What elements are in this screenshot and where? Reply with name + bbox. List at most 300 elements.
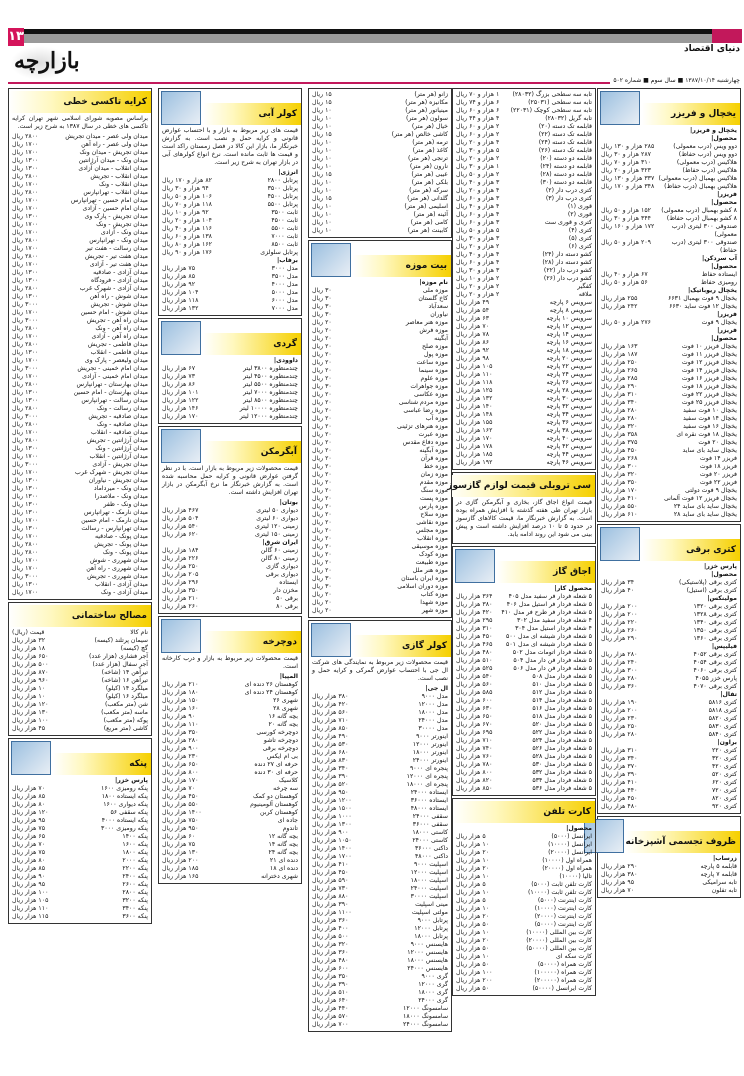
item-price: ۳۱۰ هزار و ۷۰ ریال bbox=[601, 159, 651, 166]
price-row bbox=[601, 715, 737, 723]
item-name: سرویس ۸ پارچه bbox=[549, 307, 592, 314]
price-row bbox=[456, 395, 592, 403]
item-price: ۵۰ هزار ریال bbox=[456, 945, 490, 952]
item-price: ۸۶ هزار ریال bbox=[162, 381, 196, 388]
item-price: ۱۷۰۰ ریال bbox=[12, 197, 39, 204]
price-row bbox=[12, 357, 148, 365]
item-price: ۲۸۰۰ ریال bbox=[12, 325, 39, 332]
item-name: موزه صلح bbox=[421, 343, 448, 350]
item-name: یخچال فریزر ۲۲ فوت bbox=[681, 391, 737, 398]
price-row bbox=[456, 123, 592, 131]
price-row bbox=[456, 363, 592, 371]
item-price: ۱۱۵ هزار ریال bbox=[12, 913, 49, 920]
item-name: میدان شهرری - تجریش bbox=[87, 573, 148, 580]
section-intro: قیمت محصولات زیر مربوط به بازار است. با در نظر گرفتن عوارض قانونی و کرایه حمل محاسبه شده است. به گزارش خبرنگار ما نرخ آبگرمکن در بازار تهران افزایش داشته است. bbox=[162, 465, 298, 496]
group-heading-row: پارس خزر| bbox=[114, 777, 148, 784]
item-price: ۱۲۵ هزار ریال bbox=[456, 387, 493, 394]
item-price: ۲۲۰ هزار ریال bbox=[601, 619, 638, 626]
item-price: ۲۰ ریال bbox=[312, 487, 332, 494]
price-row bbox=[312, 861, 448, 869]
item-name: ۵ شعله فردار فر سفید مدل ۴۰۵ bbox=[508, 593, 592, 600]
price-row bbox=[312, 797, 448, 805]
item-name: کشو درب دار (۲۶) bbox=[543, 275, 592, 282]
item-price: ۶ هزار و ۶۰ ریال bbox=[456, 107, 500, 114]
price-row bbox=[162, 381, 298, 389]
price-row bbox=[12, 333, 148, 341]
item-price: ۲۰ ریال bbox=[312, 607, 332, 614]
price-row bbox=[456, 961, 592, 969]
item-name: دیواری برقی bbox=[265, 571, 298, 578]
price-row bbox=[456, 427, 592, 435]
item-price: ۷۵ هزار ریال bbox=[12, 825, 46, 832]
price-row bbox=[601, 659, 737, 667]
item-name: چندمنظوره ۸۵۰۰ لیتر bbox=[243, 397, 298, 404]
item-price: ۱۷۸ هزار ریال bbox=[456, 443, 493, 450]
section-box bbox=[597, 88, 741, 522]
item-price: ۲۰ هزار ریال bbox=[456, 849, 490, 856]
item-price: ۱۱۰ هزار ریال bbox=[12, 905, 49, 912]
price-row bbox=[312, 1021, 448, 1029]
item-price: ۵ هزار و ۵۰ ریال bbox=[456, 227, 500, 234]
price-row bbox=[601, 503, 737, 511]
price-row bbox=[12, 421, 148, 429]
item-name: شن (متر مکعب) bbox=[104, 701, 148, 708]
price-row bbox=[312, 343, 448, 351]
price-row bbox=[162, 603, 298, 611]
price-row bbox=[456, 347, 592, 355]
item-price: ۴۴۰ هزار ریال bbox=[601, 787, 638, 794]
item-name: اینورتر ۱۸۰۰۰ bbox=[412, 749, 448, 756]
item-price: ۱۷۰۰ ریال bbox=[12, 229, 39, 236]
price-row bbox=[456, 945, 592, 953]
section-header: پنکه bbox=[53, 753, 151, 775]
price-row bbox=[12, 317, 148, 325]
item-name: تابه سه سطحی (۲۵۰۳۱) bbox=[528, 99, 592, 106]
item-price: ۲۵۰ هزار ریال bbox=[162, 563, 199, 570]
price-row bbox=[12, 881, 148, 889]
group-heading-row: بوتان| bbox=[279, 499, 298, 506]
price-row bbox=[12, 437, 148, 445]
item-price: ۳۰۰۰ ریال bbox=[12, 413, 39, 420]
item-name: پنکه ۲۶۰۰ bbox=[122, 881, 148, 888]
item-price: ۳۶۰ هزار ریال bbox=[312, 949, 349, 956]
item-price: ۳۱۰ هزار ریال bbox=[601, 747, 638, 754]
item-name: کتری درب دار (۲) bbox=[545, 187, 592, 194]
price-row bbox=[12, 269, 148, 277]
item-price: ۳۹۰ هزار ریال bbox=[312, 773, 349, 780]
item-price: ۱۳۰۰ ریال bbox=[12, 581, 39, 588]
item-price: ۱۷۰۰ ریال bbox=[12, 589, 39, 596]
item-name: میدان امام خمینی - آزادی bbox=[82, 373, 148, 380]
item-name: میدان پونک - تجریش bbox=[94, 541, 148, 548]
item-price: ۴۱۰ هزار ریال bbox=[312, 861, 349, 868]
item-name: زمینی ۸۰ گالن bbox=[260, 555, 298, 562]
price-row bbox=[12, 213, 148, 221]
item-price: ۵۲۵ هزار ریال bbox=[456, 665, 493, 672]
item-price: ۳۱۰ هزار ریال bbox=[456, 625, 493, 632]
item-name: قوری (۲) bbox=[567, 211, 592, 218]
item-name: موزه کتاب bbox=[420, 591, 448, 598]
price-row bbox=[12, 645, 148, 653]
item-name: سرویس ۴۶ پارچه bbox=[546, 459, 592, 466]
item-name: موزه هنر ملل bbox=[412, 567, 448, 574]
price-row bbox=[312, 749, 448, 757]
price-row bbox=[601, 619, 737, 627]
item-price: ۱۷۰۰ ریال bbox=[12, 333, 39, 340]
item-price: ۱۸۵ هزار ریال bbox=[456, 451, 493, 458]
item-name: بی ام ایکس bbox=[266, 753, 298, 760]
item-price: ۲۵۵ هزار ریال bbox=[601, 295, 638, 302]
item-price: ۸۸۰ هزار ریال bbox=[312, 893, 349, 900]
price-row bbox=[312, 837, 448, 845]
item-price: ۶۷ هزار ریال bbox=[162, 365, 196, 372]
item-price: ۴۲۰ هزار ریال bbox=[312, 701, 349, 708]
item-name: داکتی ۴۸۰۰۰ bbox=[414, 853, 448, 860]
section-box bbox=[447, 472, 596, 544]
section-header-row bbox=[9, 741, 151, 775]
price-row bbox=[601, 375, 737, 383]
item-name: گری ۹۰۰۰ bbox=[421, 973, 448, 980]
price-row bbox=[12, 897, 148, 905]
item-name: میدان پونک - صادقیه bbox=[94, 533, 148, 540]
item-price: ۵۴۰ هزار ریال bbox=[456, 673, 493, 680]
item-name: پنکه ۲۰۰۰ bbox=[122, 857, 148, 864]
item-price: ۹۰۰ هزار ریال bbox=[312, 829, 349, 836]
item-price: ۱۰ ریال bbox=[312, 187, 332, 194]
item-name: میدان ونک - آزادی bbox=[100, 229, 148, 236]
price-row bbox=[312, 359, 448, 367]
item-name: ماسه (متر مکعب) bbox=[101, 709, 148, 716]
item-name: سرویس ۲۸ پارچه bbox=[546, 387, 592, 394]
item-name: ۵ شعله فردار فن دار مدل ۵۰۴ bbox=[513, 657, 592, 664]
section-header-row bbox=[309, 623, 451, 657]
price-row bbox=[12, 445, 148, 453]
item-price: ۷۶۰ هزار ریال bbox=[456, 753, 493, 760]
price-row bbox=[312, 187, 448, 195]
group-heading-row: براون| bbox=[717, 739, 737, 746]
item-name: سرویس ۴۲ پارچه bbox=[546, 443, 592, 450]
item-price: ۹۲ هزار ریال bbox=[162, 281, 196, 288]
item-name: موزه دوران اسلامی bbox=[397, 583, 448, 590]
item-price: ۲۰ ریال bbox=[312, 319, 332, 326]
item-name: سعدآباد bbox=[428, 303, 448, 310]
price-row bbox=[312, 479, 448, 487]
price-row bbox=[456, 299, 592, 307]
item-name: ۵ شعله فردار فر استیل مدل ۴۰۶ bbox=[506, 601, 592, 608]
price-row bbox=[601, 635, 737, 643]
item-name: سرویس ۶ پارچه bbox=[549, 299, 592, 306]
price-row bbox=[162, 721, 298, 729]
item-name: اسلیمی (هر متر) bbox=[404, 203, 448, 210]
item-price: ۲۰ ریال bbox=[312, 535, 332, 542]
item-price: ۱۱۰ هزار ریال bbox=[456, 371, 493, 378]
price-row bbox=[601, 699, 737, 707]
price-row bbox=[12, 589, 148, 597]
item-name: میدان ولیعصر - پارک وی bbox=[84, 357, 148, 364]
item-price: ۳۲۰ هزار ریال bbox=[601, 423, 638, 430]
item-price: ۲۰ ریال bbox=[312, 439, 332, 446]
item-name: موزه ایران باستان bbox=[401, 575, 448, 582]
item-name: سه چرخه bbox=[273, 785, 298, 792]
item-name: موزه مردم شناسی bbox=[398, 399, 448, 406]
item-name: یخچال ۱۶ فوت سفید bbox=[682, 423, 737, 430]
item-price: ۱۰ ریال bbox=[312, 163, 332, 170]
item-price: ۱ هزار و ۳۰ ریال bbox=[456, 163, 500, 170]
item-name: کتری ۸۲۰ bbox=[711, 795, 737, 802]
price-row bbox=[456, 985, 592, 993]
item-price: ۴۰ هزار ریال bbox=[601, 587, 635, 594]
price-row bbox=[312, 423, 448, 431]
item-price: ۳ هزار و ۳۰ ریال bbox=[456, 267, 500, 274]
section-header-row bbox=[598, 819, 740, 853]
item-name: کارت تلفن ثابت (۱۰۰۰۰) bbox=[527, 889, 592, 896]
item-price: ۲۵۰ هزار ریال bbox=[601, 359, 638, 366]
item-name: داکتی ۳۶۰۰۰ bbox=[414, 845, 448, 852]
item-name: یخچال ۹ فوت دولتی bbox=[685, 487, 737, 494]
item-name: کتری ۷۲۰ bbox=[711, 787, 737, 794]
price-row bbox=[162, 833, 298, 841]
item-price: ۳ هزار و ۶۰ ریال bbox=[456, 219, 500, 226]
item-price: ۶۷۰ هزار ریال bbox=[456, 721, 493, 728]
item-price: ۲۸۷ هزار و ۳۰ ریال bbox=[601, 151, 651, 158]
price-row bbox=[456, 195, 592, 203]
price-row bbox=[456, 155, 592, 163]
item-name: موزه مجلس bbox=[416, 527, 448, 534]
price-row bbox=[312, 933, 448, 941]
item-price: ۱۰۱ هزار ریال bbox=[162, 389, 199, 396]
header-bar bbox=[8, 29, 742, 43]
item-name: اینورتر ۹۰۰۰ bbox=[416, 733, 448, 740]
item-name: مکانیزه (هر متر) bbox=[405, 99, 448, 106]
item-price: ۸۶ هزار ریال bbox=[456, 339, 490, 346]
price-row bbox=[312, 463, 448, 471]
item-price: ۸۵ هزار ریال bbox=[162, 273, 196, 280]
item-name: سرویس ۳۴ پارچه bbox=[546, 411, 592, 418]
price-row bbox=[312, 717, 448, 725]
item-price: ۱۰ هزار ریال bbox=[456, 953, 490, 960]
item-price: ۲۰ هزار ریال bbox=[456, 937, 490, 944]
item-price: ۱۷۰۰ ریال bbox=[12, 261, 39, 268]
price-row bbox=[12, 817, 148, 825]
price-row bbox=[456, 259, 592, 267]
item-price: ۳۰ ریال bbox=[312, 287, 332, 294]
item-name: کفگیر bbox=[577, 283, 592, 290]
item-price: ۵۱۰ هزار ریال bbox=[456, 657, 493, 664]
item-price: ۱۰ هزار ریال bbox=[456, 857, 490, 864]
section-header: کولر گازی bbox=[353, 635, 451, 657]
price-row bbox=[312, 757, 448, 765]
item-price: ۱۶۲ هزار و ۸۰ ریال bbox=[162, 241, 212, 248]
item-price: ۱۸۷ هزار ریال bbox=[601, 351, 638, 358]
price-row bbox=[12, 293, 148, 301]
price-row bbox=[456, 267, 592, 275]
item-price: ۱۳۰ هزار ریال bbox=[162, 849, 199, 856]
item-name: موزه آب bbox=[425, 415, 448, 422]
item-price: ۳۵۰ هزار ریال bbox=[162, 587, 199, 594]
item-name: کوهستان ۲۴ دنده ای bbox=[244, 689, 298, 696]
price-row bbox=[601, 343, 737, 351]
price-row bbox=[601, 651, 737, 659]
item-name: آجر سفال (هزار عدد) bbox=[92, 661, 148, 668]
item-price: ۲۸۰۰ ریال bbox=[12, 253, 39, 260]
item-name: کتری ۴۲۰ bbox=[711, 763, 737, 770]
price-row bbox=[601, 587, 737, 595]
price-row bbox=[12, 905, 148, 913]
item-name: رومیزی حفاظ bbox=[701, 279, 737, 286]
item-price: ۲۰ ریال bbox=[312, 447, 332, 454]
item-price: ۳۸۰ هزار ریال bbox=[456, 601, 493, 608]
item-price: ۲۲۶ هزار ریال bbox=[162, 555, 199, 562]
item-price: ۳۰ ریال bbox=[312, 311, 332, 318]
price-row bbox=[162, 681, 298, 689]
item-name: موزه پست bbox=[419, 495, 448, 502]
item-name: مدل ۳۰۰۰۰ bbox=[418, 725, 448, 732]
item-price: ۱۸۵ هزار ریال bbox=[162, 865, 199, 872]
price-row bbox=[12, 525, 148, 533]
price-row bbox=[601, 383, 737, 391]
item-price: ۲۰ ریال bbox=[312, 399, 332, 406]
item-name: دوچرخه برقی bbox=[262, 745, 298, 752]
item-price: ۱۰ ریال bbox=[312, 107, 332, 114]
group-heading-row: محصول| bbox=[711, 199, 737, 206]
group-heading-row: تفال| bbox=[720, 691, 737, 698]
price-row bbox=[312, 1005, 448, 1013]
price-row bbox=[12, 285, 148, 293]
price-row bbox=[12, 325, 148, 333]
item-price: ۵۰ هزار ریال bbox=[456, 921, 490, 928]
item-price: ۴۶۵ هزار ریال bbox=[456, 641, 493, 648]
price-row bbox=[456, 203, 592, 211]
item-price: ۸۲ هزار و ۱۷۰ ریال bbox=[162, 177, 212, 184]
item-price: ۱۲۰ هزار ریال bbox=[12, 809, 49, 816]
item-name: گری ۱۲۰۰۰ bbox=[418, 981, 448, 988]
item-name: ایرانسل (۵۰۰۰) bbox=[551, 833, 592, 840]
column-1 bbox=[597, 88, 741, 1065]
price-row bbox=[162, 705, 298, 713]
item-name: یخچال ساید بای ساید ۲۴ bbox=[673, 503, 737, 510]
item-name: میدان هفت تیر - آزادی bbox=[89, 261, 148, 268]
price-row bbox=[12, 629, 148, 637]
price-row bbox=[601, 667, 737, 675]
item-price: ۳۵۰ هزار ریال bbox=[312, 973, 349, 980]
item-price: قیمت (ریال) bbox=[12, 629, 45, 636]
price-row bbox=[456, 339, 592, 347]
price-row bbox=[312, 591, 448, 599]
item-name: یخچال فریزر ۱۱ فوت bbox=[681, 351, 737, 358]
section-header-row bbox=[447, 475, 595, 497]
item-price: ۲ هزار و ۲۰ ریال bbox=[456, 243, 500, 250]
group-heading-row: مولینکس| bbox=[707, 595, 737, 602]
price-row bbox=[312, 327, 448, 335]
item-name: پارس خزر ۴۰۵۵ bbox=[695, 675, 737, 682]
item-name: چندمنظوره ۳۸۰۰ لیتر bbox=[243, 365, 298, 372]
price-row bbox=[601, 223, 737, 239]
price-row bbox=[456, 459, 592, 467]
price-row bbox=[12, 873, 148, 881]
item-price: ۶۹۵ هزار ریال bbox=[456, 729, 493, 736]
price-row bbox=[312, 155, 448, 163]
price-row bbox=[312, 885, 448, 893]
item-name: کتری ۳۲۰ bbox=[711, 755, 737, 762]
section-intro: قیمت های زیر مربوط به بازار و با احتساب عوارض قانونی و کرایه حمل و نصب است. به گزارش خبرنگار ما، بازار این کالا در فصل زمستان راکد است و قیمت ها ثابت مانده است. نرخ انواع کولرهای آبی در بازار تهران به شرح زیر است. bbox=[162, 127, 298, 166]
item-price: ۷۳۰ هزار ریال bbox=[312, 885, 349, 892]
item-price: ۱۰ ریال bbox=[312, 203, 332, 210]
item-name: حرفه ای ۳۰ دنده bbox=[254, 769, 298, 776]
price-row bbox=[12, 533, 148, 541]
item-price: ۳۴۸ هزار و ۱۷۰ ریال bbox=[601, 183, 655, 190]
item-price: ۴۱۰ هزار ریال bbox=[601, 779, 638, 786]
item-name: کاستی ۱۸۰۰۰ bbox=[412, 829, 448, 836]
item-name: ترنجی (هر متر) bbox=[407, 155, 448, 162]
page-number: ۱۳ bbox=[8, 29, 24, 44]
item-name: فریزر ۲۰ فوت bbox=[699, 471, 737, 478]
item-price: ۱۹۰ هزار ریال bbox=[601, 699, 638, 706]
item-name: میدان ونک - ملاصدرا bbox=[94, 493, 148, 500]
item-price: ۱ هزار و ۷۰ ریال bbox=[456, 91, 500, 98]
item-price: ۲۰ ریال bbox=[312, 495, 332, 502]
item-price: ۲۸۵ هزار ریال bbox=[601, 375, 638, 382]
item-name: موزه ملی bbox=[422, 287, 448, 294]
item-name: کتری برقی ۱۳۴۰ bbox=[693, 619, 737, 626]
item-price: ۵۴۰ هزار ریال bbox=[162, 523, 199, 530]
section-box bbox=[308, 240, 452, 618]
product-photo bbox=[311, 243, 351, 277]
item-name: کتری برقی ۱۳۶۰ bbox=[693, 635, 737, 642]
item-price: ۹۲ هزار ریال bbox=[456, 347, 490, 354]
item-price: ۷۳ هزار ریال bbox=[162, 373, 196, 380]
item-name: کابینت (هر متر) bbox=[407, 227, 448, 234]
item-price: ۴۴۰ هزار ریال bbox=[312, 1005, 349, 1012]
item-price: ۲۸۰۰ ریال bbox=[12, 189, 39, 196]
price-row bbox=[312, 607, 448, 615]
item-price: ۱۰ ریال bbox=[312, 219, 332, 226]
item-price: ۱۰ هزار ریال bbox=[12, 685, 46, 692]
item-price: ۹۵۰ هزار ریال bbox=[162, 825, 199, 832]
price-row bbox=[312, 487, 448, 495]
item-price: ۶۴۰ هزار ریال bbox=[312, 997, 349, 1004]
price-row bbox=[456, 443, 592, 451]
price-row bbox=[312, 599, 448, 607]
item-price: ۲ هزار و ۶۰ ریال bbox=[456, 123, 500, 130]
item-name: خیال (هر متر) bbox=[411, 123, 448, 130]
item-price: ۵۰ هزار ریال bbox=[456, 985, 490, 992]
price-row bbox=[456, 451, 592, 459]
price-row bbox=[456, 849, 592, 857]
page-title: بازارچه bbox=[14, 48, 80, 74]
price-row bbox=[601, 755, 737, 763]
item-price: ۳۹۰ هزار ریال bbox=[312, 981, 349, 988]
price-row bbox=[456, 163, 592, 171]
price-row bbox=[162, 563, 298, 571]
item-price: ۴۵۰ هزار ریال bbox=[601, 447, 638, 454]
price-row bbox=[456, 713, 592, 721]
item-price: ۳ هزار و ۳۰ ریال bbox=[456, 235, 500, 242]
item-price: ۱۵ ریال bbox=[312, 195, 332, 202]
group-heading-row: نام موزه| bbox=[419, 279, 448, 286]
item-price: ۱۷۰۰ ریال bbox=[12, 373, 39, 380]
section-box bbox=[8, 738, 152, 924]
price-row bbox=[456, 913, 592, 921]
price-row bbox=[12, 365, 148, 373]
price-row bbox=[312, 853, 448, 861]
price-row bbox=[601, 871, 737, 879]
item-name: زمینی ۱۲۰ لیتری bbox=[255, 523, 298, 530]
product-photo bbox=[161, 429, 201, 463]
item-name: میدان هفت تیر - تجریش bbox=[84, 253, 148, 260]
item-price: ۷۸۰ هزار ریال bbox=[456, 761, 493, 768]
item-price: ۲۰ ریال bbox=[312, 519, 332, 526]
price-row bbox=[456, 617, 592, 625]
